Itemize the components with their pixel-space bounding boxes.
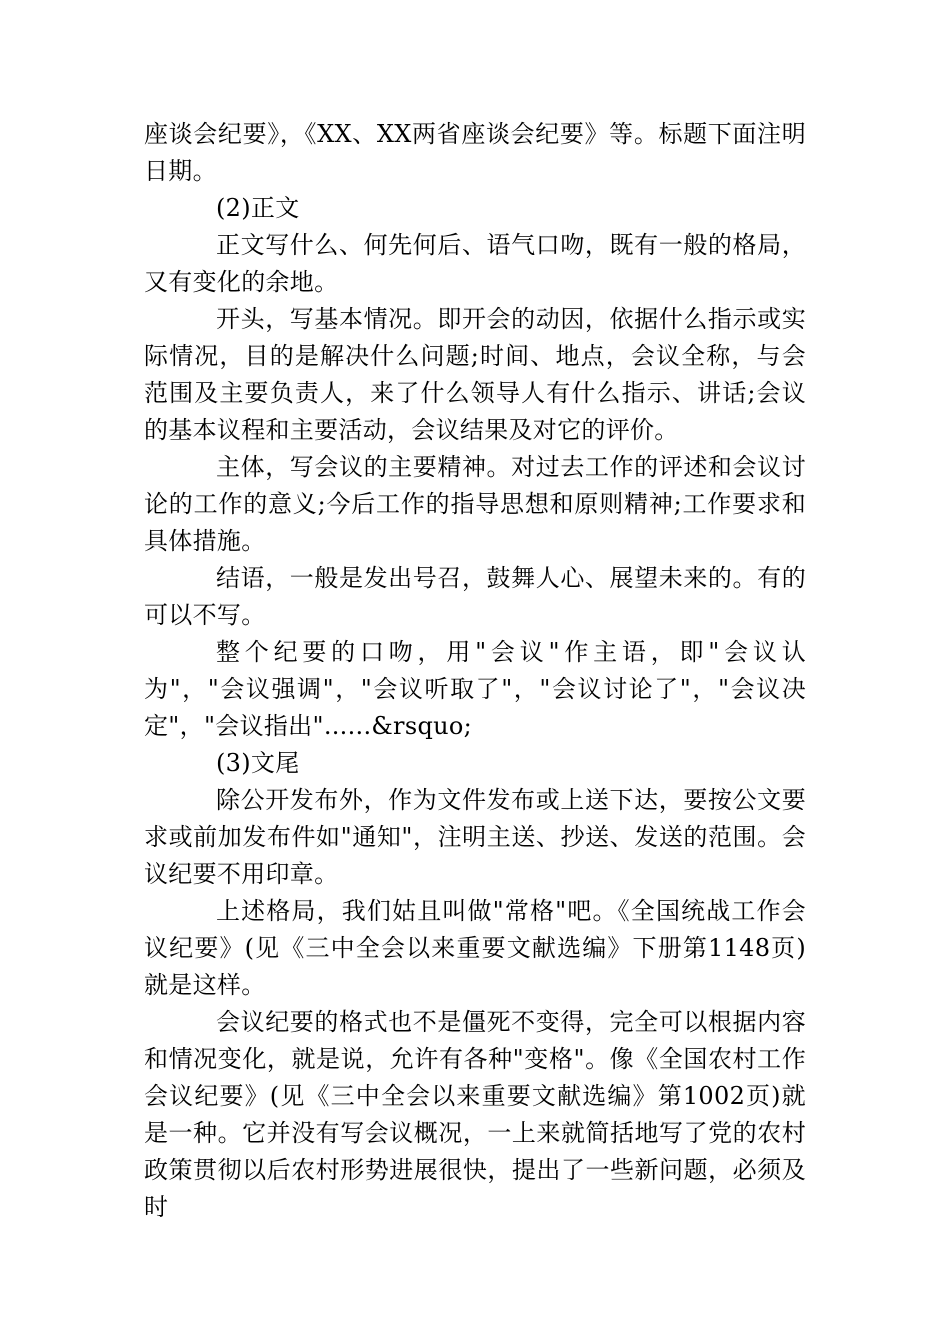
paragraph-opening: 开头，写基本情况。即开会的动因，依据什么指示或实际情况，目的是解决什么问题;时间、地点，会议全称，与会范围及主要负责人，来了什么领导人有什么指示、讲话;会议的基本议程和主要活动，会议结果及对它的评价。 — [144, 305, 806, 444]
paragraph-body-overview: 正文写什么、何先何后、语气口吻，既有一般的格局，又有变化的余地。 — [144, 231, 806, 296]
paragraph-variant-format: 会议纪要的格式也不是僵死不变得，完全可以根据内容和情况变化，就是说，允许有各种"变格"。像《全国农村工作会议纪要》(见《三中全会以来重要文献选编》第1002页)就是一种。它并没有写会议概况，一上来就简括地写了党的农村政策贯彻以后农村形势进展很快，提出了一些新问题，必须及时 — [144, 1008, 806, 1221]
paragraph-tone: 整个纪要的口吻，用"会议"作主语，即"会议认为"，"会议强调"，"会议听取了"，"会议讨论了"，"会议决定"，"会议指出"......&rsquo; — [144, 638, 806, 740]
paragraph-conclusion: 结语，一般是发出号召，鼓舞人心、展望未来的。有的可以不写。 — [144, 564, 806, 629]
section-heading-ending: (3)文尾 — [216, 749, 300, 777]
section-heading-body: (2)正文 — [216, 194, 300, 222]
paragraph-continuation: 座谈会纪要》，《XX、XX两省座谈会纪要》等。标题下面注明日期。 — [144, 120, 806, 185]
paragraph-standard-format: 上述格局，我们姑且叫做"常格"吧。《全国统战工作会议纪要》(见《三中全会以来重要文献选编》下册第1148页)就是这样。 — [144, 897, 806, 999]
document-body — [144, 116, 806, 1226]
paragraph-distribution: 除公开发布外，作为文件发布或上送下达，要按公文要求或前加发布件如"通知"，注明主送、抄送、发送的范围。会议纪要不用印章。 — [144, 786, 806, 888]
paragraph-main-part: 主体，写会议的主要精神。对过去工作的评述和会议讨论的工作的意义;今后工作的指导思想和原则精神;工作要求和具体措施。 — [144, 453, 806, 555]
